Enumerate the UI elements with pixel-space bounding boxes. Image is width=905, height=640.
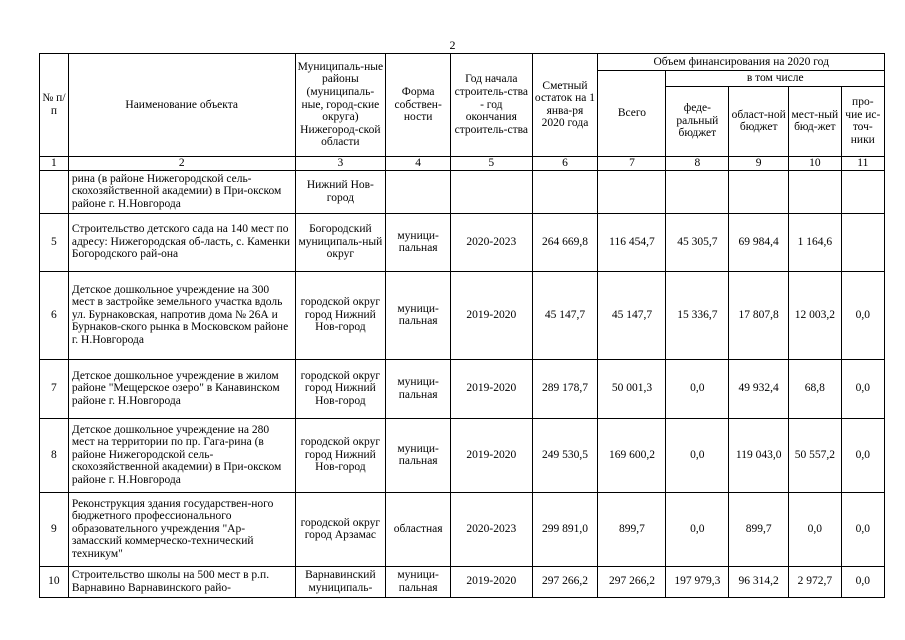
col-number: 3 bbox=[295, 156, 386, 170]
header-funding: Объем финансирования на 2020 год bbox=[598, 54, 885, 71]
header-total: Всего bbox=[598, 71, 666, 157]
cell-district: Нижний Нов-город bbox=[295, 170, 386, 213]
cell-estimate: 264 669,8 bbox=[532, 213, 598, 271]
cell-num: 9 bbox=[40, 492, 69, 566]
cell-district: городской округ город Нижний Нов-город bbox=[295, 271, 386, 359]
cell-total: 297 266,2 bbox=[598, 566, 666, 597]
cell-num: 6 bbox=[40, 271, 69, 359]
header-num: № п/п bbox=[40, 54, 69, 157]
header-years: Год начала строитель-ства - год окончания строитель-ства bbox=[451, 54, 532, 157]
cell-total: 45 147,7 bbox=[598, 271, 666, 359]
cell-years: 2019-2020 bbox=[451, 566, 532, 597]
cell-form: муници-пальная bbox=[386, 213, 451, 271]
cell-form: муници-пальная bbox=[386, 271, 451, 359]
cell-other: 0,0 bbox=[841, 359, 884, 418]
cell-regional: 899,7 bbox=[729, 492, 789, 566]
table-row bbox=[40, 566, 885, 597]
col-number: 5 bbox=[451, 156, 532, 170]
cell-local: 68,8 bbox=[789, 359, 842, 418]
cell-regional: 96 314,2 bbox=[729, 566, 789, 597]
cell-other bbox=[841, 170, 884, 213]
col-number: 9 bbox=[729, 156, 789, 170]
cell-form: муници-пальная bbox=[386, 418, 451, 492]
table-row bbox=[40, 418, 885, 492]
table-row bbox=[40, 359, 885, 418]
cell-regional: 119 043,0 bbox=[729, 418, 789, 492]
cell-estimate: 249 530,5 bbox=[532, 418, 598, 492]
cell-years: 2019-2020 bbox=[451, 271, 532, 359]
cell-local: 2 972,7 bbox=[789, 566, 842, 597]
cell-estimate bbox=[532, 170, 598, 213]
cell-estimate: 299 891,0 bbox=[532, 492, 598, 566]
cell-district: городской округ город Нижний Нов-город bbox=[295, 359, 386, 418]
header-federal: феде-ральный бюджет bbox=[666, 86, 729, 156]
cell-local: 0,0 bbox=[789, 492, 842, 566]
cell-local: 1 164,6 bbox=[789, 213, 842, 271]
table-row bbox=[40, 271, 885, 359]
column-numbers-row bbox=[40, 156, 885, 170]
table-row bbox=[40, 213, 885, 271]
col-number: 6 bbox=[532, 156, 598, 170]
cell-name: Строительство школы на 500 мест в р.п. Варнавино Варнавинского райо- bbox=[68, 566, 295, 597]
cell-name: Детское дошкольное учреждение в жилом районе "Мещерское озеро" в Канавинском районе г. Н.Новгорода bbox=[68, 359, 295, 418]
cell-federal: 45 305,7 bbox=[666, 213, 729, 271]
cell-form bbox=[386, 170, 451, 213]
cell-name: Реконструкция здания государствен-ного бюджетного профессионального образовательного учреждения "Ар-замасский коммерческо-технический техникум" bbox=[68, 492, 295, 566]
cell-name: Строительство детского сада на 140 мест по адресу: Нижегородская об-ласть, с. Каменки Богородского рай-она bbox=[68, 213, 295, 271]
cell-district: Варнавинский муниципаль- bbox=[295, 566, 386, 597]
cell-regional bbox=[729, 170, 789, 213]
col-number: 10 bbox=[789, 156, 842, 170]
cell-federal: 0,0 bbox=[666, 492, 729, 566]
col-number: 11 bbox=[841, 156, 884, 170]
cell-regional: 49 932,4 bbox=[729, 359, 789, 418]
cell-other: 0,0 bbox=[841, 271, 884, 359]
header-name: Наименование объекта bbox=[68, 54, 295, 157]
header-local: мест-ный бюд-жет bbox=[789, 86, 842, 156]
table-row bbox=[40, 170, 885, 213]
header-form: Форма собствен-ности bbox=[386, 54, 451, 157]
cell-years: 2019-2020 bbox=[451, 359, 532, 418]
cell-name: Детское дошкольное учреждение на 280 мест на территории по пр. Гага-рина (в районе Нижегородской сель-скохозяйственной академии) в При-окском районе г. Н.Новгорода bbox=[68, 418, 295, 492]
cell-total: 169 600,2 bbox=[598, 418, 666, 492]
header-district: Муниципаль-ные районы (муниципаль-ные, город-ские округа) Нижегород-ской области bbox=[295, 54, 386, 157]
cell-federal: 0,0 bbox=[666, 359, 729, 418]
cell-regional: 17 807,8 bbox=[729, 271, 789, 359]
cell-estimate: 289 178,7 bbox=[532, 359, 598, 418]
cell-other: 0,0 bbox=[841, 566, 884, 597]
cell-local: 50 557,2 bbox=[789, 418, 842, 492]
col-number: 4 bbox=[386, 156, 451, 170]
col-number: 8 bbox=[666, 156, 729, 170]
cell-local bbox=[789, 170, 842, 213]
cell-years: 2020-2023 bbox=[451, 492, 532, 566]
cell-total bbox=[598, 170, 666, 213]
cell-num: 7 bbox=[40, 359, 69, 418]
cell-years bbox=[451, 170, 532, 213]
col-number: 1 bbox=[40, 156, 69, 170]
cell-estimate: 297 266,2 bbox=[532, 566, 598, 597]
page-number: 2 bbox=[449, 38, 456, 52]
cell-form: муници-пальная bbox=[386, 359, 451, 418]
cell-local: 12 003,2 bbox=[789, 271, 842, 359]
cell-estimate: 45 147,7 bbox=[532, 271, 598, 359]
cell-federal bbox=[666, 170, 729, 213]
cell-district: городской округ город Нижний Нов-город bbox=[295, 418, 386, 492]
cell-other bbox=[841, 213, 884, 271]
cell-num: 5 bbox=[40, 213, 69, 271]
cell-num: 8 bbox=[40, 418, 69, 492]
cell-num: 10 bbox=[40, 566, 69, 597]
header-other: про-чие ис-точ-ники bbox=[841, 86, 884, 156]
header-estimate: Сметный остаток на 1 янва-ря 2020 года bbox=[532, 54, 598, 157]
cell-federal: 15 336,7 bbox=[666, 271, 729, 359]
cell-name: рина (в районе Нижегородской сель-скохозяйственной академии) в При-окском районе г. Н.Новгорода bbox=[68, 170, 295, 213]
cell-total: 50 001,3 bbox=[598, 359, 666, 418]
cell-total: 899,7 bbox=[598, 492, 666, 566]
cell-other: 0,0 bbox=[841, 418, 884, 492]
cell-form: областная bbox=[386, 492, 451, 566]
cell-form: муници-пальная bbox=[386, 566, 451, 597]
cell-total: 116 454,7 bbox=[598, 213, 666, 271]
financing-table bbox=[39, 53, 885, 598]
header-regional: област-ной бюджет bbox=[729, 86, 789, 156]
cell-name: Детское дошкольное учреждение на 300 мест в застройке земельного участка вдоль ул. Бурнаковская, напротив дома № 26А и Бурнаков-ского рынка в Московском районе г. Н.Новгорода bbox=[68, 271, 295, 359]
cell-district: Богородский муниципаль-ный округ bbox=[295, 213, 386, 271]
cell-district: городской округ город Арзамас bbox=[295, 492, 386, 566]
cell-federal: 197 979,3 bbox=[666, 566, 729, 597]
cell-years: 2019-2020 bbox=[451, 418, 532, 492]
table-row bbox=[40, 492, 885, 566]
header-including: в том числе bbox=[666, 71, 885, 87]
cell-num bbox=[40, 170, 69, 213]
cell-regional: 69 984,4 bbox=[729, 213, 789, 271]
col-number: 2 bbox=[68, 156, 295, 170]
col-number: 7 bbox=[598, 156, 666, 170]
cell-years: 2020-2023 bbox=[451, 213, 532, 271]
cell-federal: 0,0 bbox=[666, 418, 729, 492]
cell-other: 0,0 bbox=[841, 492, 884, 566]
